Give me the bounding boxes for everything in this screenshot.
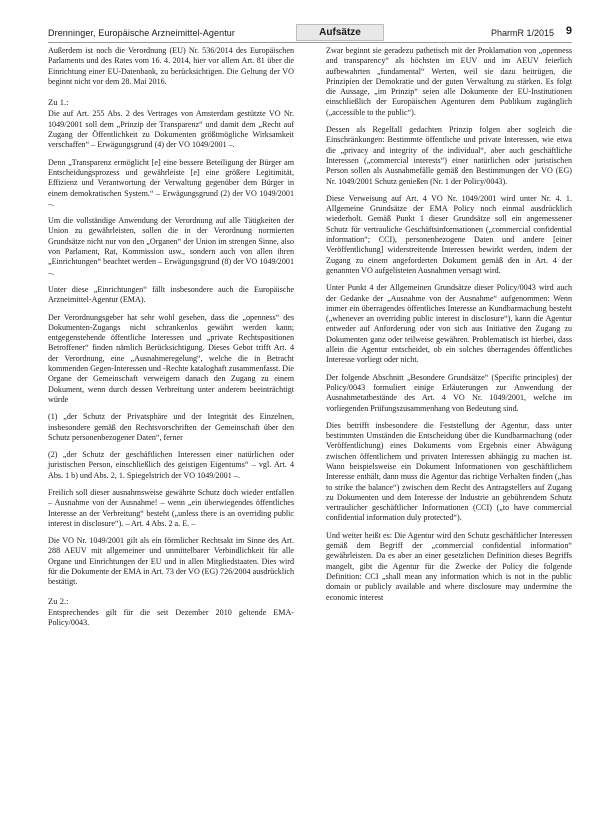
paragraph: Die auf Art. 255 Abs. 2 des Vertrages von Amsterdam gestützte VO Nr. 1049/2001 soll dem „Prinzip der Transparenz“ und damit dem „Recht auf Zugang der Öffentlichkeit zu Dokumenten größtmögliche Wirksamkeit verschaffen“ – Erwägungsgrund (4) der VO 1049/2001 –.: [48, 109, 294, 150]
section-label: Aufsätze: [296, 24, 384, 41]
paragraph: Dessen als Regelfall gedachten Prinzip folgen aber sogleich die Einschränkungen: Bestimmte öffentliche und private Interessen, wie etwa die „privacy and integrity of the individual“, aber auch geschäftliche Interessen („commercial interests“) einer natürlichen oder juristischen Person sollen als Ausnahmefälle gemäß den Bestimmungen der VO (EG) Nr. 1049/2001 Schutz genießen (Nr. 1 der Policy/0043).: [326, 125, 572, 186]
page-header: [48, 24, 572, 40]
paragraph: Außerdem ist noch die Verordnung (EU) Nr. 536/2014 des Europäischen Parlaments und des Rates vom 16. 4. 2014, hier vor allem Art. 81 über die Einrichtung einer EU-Datenbank, zu berücksichtigen. Die Geltung der VO beginnt nicht vor dem 28. Mai 2016.: [48, 46, 294, 86]
paragraph: Um die vollständige Anwendung der Verordnung auf alle Tätigkeiten der Union zu gewährleisten, sollen die in der Verordnung normierten Grundsätze nicht nur von den „Organen“ der Union im strengen Sinne, also von Parlament, Rat, Kommission usw., sondern auch von allen ihren „Einrichtungen“ beachtet werden – Erwägungsgrund (8) der VO 1049/2001 –.: [48, 216, 294, 277]
header-rule: [48, 42, 572, 43]
section-heading: Zu 1.:: [48, 97, 69, 108]
paragraph: Entsprechendes gilt für die seit Dezember 2010 geltende EMA-Policy/0043.: [48, 607, 294, 628]
running-title: Drenninger, Europäische Arzneimittel-Agentur: [48, 28, 235, 38]
section-heading: Zu 2.:: [48, 595, 69, 606]
journal-issue: PharmR 1/2015: [490, 28, 554, 38]
paragraph: Zwar beginnt sie geradezu pathetisch mit der Proklamation von „openness and transparency“ als höchsten im EUV und im AEUV feierlich aufbewahrten „fundamental“ Werten, weil sie dazu beitrügen, die Prinzipien der Demokratie und der guten Verwaltung zu stärken. Es folgt die Aussage, „im Prinzip“ seien alle Dokumente der EU-Institutionen einschließlich der Europäischen Agenturen dem Publikum zugänglich („accessible to the public“).: [326, 46, 572, 117]
paragraph: Unter Punkt 4 der Allgemeinen Grundsätze dieser Policy/0043 wird auch der Gedanke der „Ausnahme von der Ausnahme“ aufgenommen: Wenn immer ein überragendes öffentliches Interesse an Kundbarmachung besteht („whenever an overriding public interest in disclosure“), kann die Agentur entweder auf Anforderung oder von sich aus Initiative den Zugang zu Dokumenten ganz oder teilweise gewähren. Problematisch ist hierbei, dass allein die Agentur entscheidet, ob ein solches überragendes öffentliches Interesse vorliegt oder nicht.: [326, 283, 572, 365]
paragraph: Denn „Transparenz ermöglicht [e] eine bessere Beteiligung der Bürger am Entscheidungsprozess und gewährleiste [e] eine größere Legitimität, Effizienz und Verantwortung der Verwaltung gegenüber dem Bürger in einem demokratischen System.“ – Erwägungsgrund (2) der VO 1049/2001 –.: [48, 157, 294, 208]
paragraph: Unter diese „Einrichtungen“ fällt insbesondere auch die Europäische Arzneimittel-Agentur (EMA).: [48, 284, 294, 305]
paragraph: Die VO Nr. 1049/2001 gilt als ein förmlicher Rechtsakt im Sinne des Art. 288 AEUV mit allgemeiner und unmittelbarer Verbindlichkeit für alle Organe und Einrichtungen der EU und in allen Mitgliedstaaten. Dies wird für die Dokumente der EMA in Art. 73 der VO (EG) 726/2004 ausdrücklich bestätigt.: [48, 536, 294, 587]
page-number: 9: [565, 25, 572, 37]
paragraph: Der Verordnungsgeber hat sehr wohl gesehen, dass die „openness“ des Dokumenten-Zugangs nicht schrankenlos gewährt werden kann; entgegenstehende öffentliche Interessen und „private Rechtspositionen Betroffener“ finden nämlich Berücksichtigung. Dieses Gebot trifft Art. 4 der Verordnung, eine „Ausnahmeregelung“, welche die in Betracht kommenden Gegen-Interessen und -Rechte kataloghaft zusammenfasst. Die Organe der Gemeinschaft verweigern danach den Zugang zu einem Dokument, wenn durch dessen Verbreitung unter anderem beeinträchtigt würde: [48, 312, 294, 404]
paragraph: Der folgende Abschnitt „Besondere Grundsätze“ (Specific principles) der Policy/0043 formuliert einige Erläuterungen zur Anwendung der Ausnahmetatbestände des Art. 4 VO Nr. 1049/2001, welche im vorliegenden Prüfungszusammenhang von Bedeutung sind.: [326, 372, 572, 413]
paragraph: (2) „der Schutz der geschäftlichen Interessen einer natürlichen oder juristischen Person, einschließlich des geistigen Eigentums“ – vgl. Art. 4 Abs. 1 b) und Abs. 2, 1. Spiegelstrich der VO 1049/2001 –.: [48, 450, 294, 480]
paragraph: Dies betrifft insbesondere die Feststellung der Agentur, dass unter bestimmten Umständen die Entscheidung über die Kundbarmachung (oder Veröffentlichung) eines Dokuments vom Ergebnis einer Abwägung zwischen öffentlichem und privaten Interessen abhängig zu machen ist. Wann beispielsweise ein Dokument Informationen von geschäftlichem Interesse enthält, dann muss die Agentur das richtige Verhalten finden („has to strike the balance“) zwischen dem Recht des Antragstellers auf Zugang zu Dokumenten und dem Interesse der Industrie an gebührendem Schutz vertraulicher geschäftlicher Informationen (CCI) („to have commercial confidential information duly protected“).: [326, 420, 572, 523]
paragraph: Freilich soll dieser ausnahmsweise gewährte Schutz doch wieder entfallen – Ausnahme von der Ausnahme! – wenn „ein überwiegendes öffentliches Interesse an der Verbreitung“ besteht („unless there is an overriding public interest in disclosure“). – Art. 4 Abs. 2 a. E. –: [48, 487, 294, 528]
right-column: [326, 46, 572, 610]
paragraph: Diese Verweisung auf Art. 4 VO Nr. 1049/2001 wird unter Nr. 4. 1. Allgemeine Grundsätze der EMA Policy noch einmal ausdrücklich wiederholt. Gemäß Punkt 1 dieser Grundsätze soll ein angemessener Schutz für vertrauliche Geschäftsinformationen („commercial confidential information“; CCI), personenbezogene Daten und andere [einer Veröffentlichung] widerstreitende Interessen bewirkt werden, indem der Zugang zu einem angeforderten Dokument gemäß den in Art. 4 der genannten VO aufgelisteten Ausnahmen versagt wird.: [326, 193, 572, 275]
left-column: [48, 46, 294, 636]
paragraph: Und weiter heißt es: Die Agentur wird den Schutz geschäftlicher Interessen gemäß dem Begriff der „commercial confidential information“ gewährleisten. Da es aber an einer gesetzlichen Definition dieses Begriffs mangelt, gibt die Agentur für die Zwecke der Policy die folgende Definition: CCI „shall mean any information which is not in the public domain or publicly available and where disclosure may undermine the economic interest: [326, 530, 572, 602]
paragraph: (1) „der Schutz der Privatsphäre und der Integrität des Einzelnen, insbesondere gemäß den Rechtsvorschriften der Gemeinschaft über den Schutz personenbezogener Daten“, ferner: [48, 412, 294, 442]
